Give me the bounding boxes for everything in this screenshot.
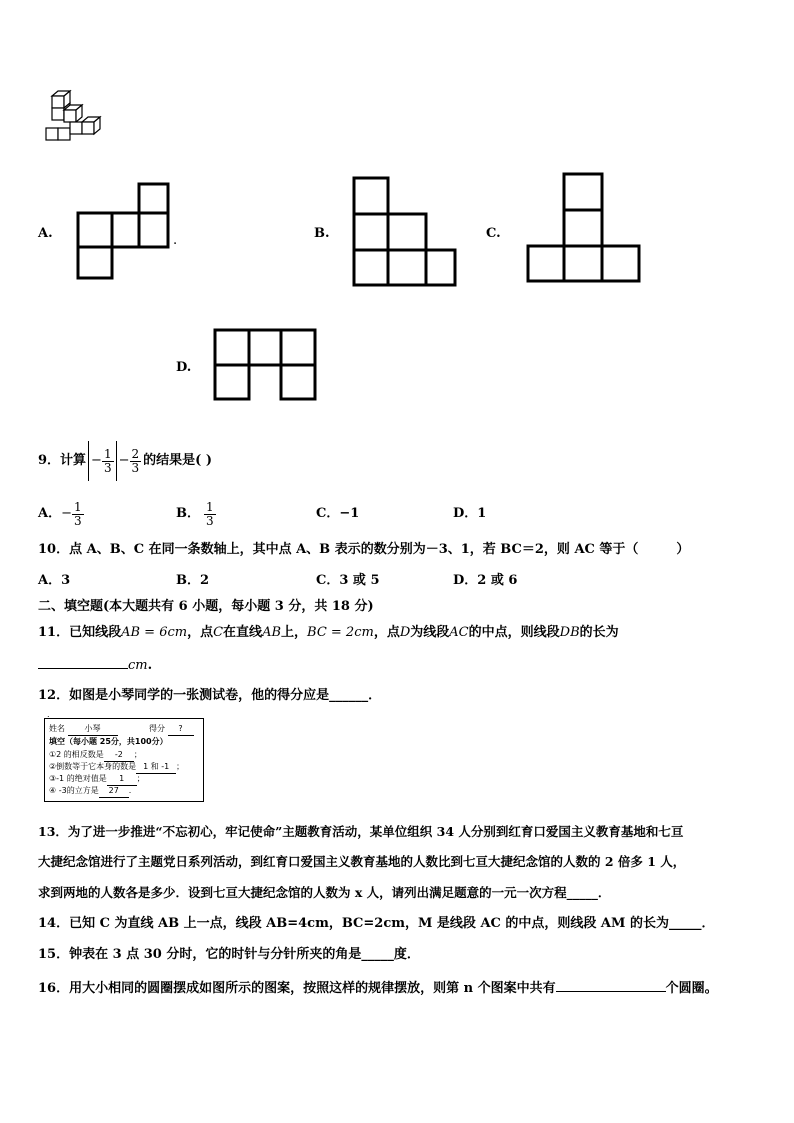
cube-stack-figure: [44, 88, 110, 146]
q10-stem: [38, 541, 689, 559]
quiz-card-name-value: 小琴: [68, 723, 118, 736]
q9-stem-suffix: 的结果是( ): [143, 453, 212, 468]
quiz-item-1-text: ①2 的相反数是: [49, 750, 104, 759]
q9-option-a-frac: [72, 501, 84, 528]
q11-stem: [38, 624, 619, 642]
q10-stem-text: 10．点 A、B、C 在同一条数轴上，其中点 A、B 表示的数分别为－3、1，若 BC＝2，则 AC 等于（: [38, 542, 639, 557]
q9-option-a-den: 3: [74, 513, 82, 528]
q10-option-b-label: B．: [176, 573, 200, 588]
q13-line-1: 13．为了进一步推进“不忘初心，牢记使命”主题教育活动，某单位组织 34 人分别到红育口爱国主义教育基地和七亘: [38, 824, 684, 839]
q8-option-a-figure[interactable]: [76, 182, 172, 280]
q16-text-pre: 16．用大小相同的圆圈摆成如图所示的图案，按照这样的规律摆放，则第 n 个图案中共有: [38, 981, 556, 996]
q11-text-7: 的中点，则线段: [468, 625, 560, 640]
q11-text-4: 上，: [281, 625, 308, 640]
quiz-item-2-end: ；: [176, 762, 185, 771]
q11-math-c: C: [213, 625, 224, 640]
q11-answer-line: [38, 654, 152, 675]
quiz-card-item-4: [49, 785, 131, 798]
q9-frac2-den: 3: [131, 460, 140, 475]
quiz-item-3-text: ③-1 的绝对值是: [49, 774, 107, 783]
q11-math-bc: BC = 2cm: [307, 625, 374, 640]
q11-text-5: ，点: [373, 625, 400, 640]
q8-option-d-label[interactable]: D.: [176, 360, 192, 375]
q9-frac1-den: 3: [103, 460, 112, 475]
quiz-card-score-label: 得分: [149, 724, 165, 733]
q9-option-a-neg: −: [61, 506, 72, 521]
q8-option-d-figure[interactable]: [213, 328, 319, 402]
q9-stem-prefix: 9．计算: [38, 453, 87, 468]
q11-text-2: ，点: [187, 625, 214, 640]
q16-stem: [38, 977, 718, 998]
q16-text-post: 个圆圈。: [665, 981, 718, 996]
q9-option-a-label: A．: [38, 506, 62, 521]
q8-option-c-label[interactable]: C.: [486, 226, 501, 241]
q10-option-a-value: 3: [61, 573, 71, 588]
q16-answer-blank[interactable]: [556, 977, 666, 992]
abs-bar-right: [116, 441, 117, 481]
quiz-item-3-end: ；: [136, 774, 145, 783]
abs-bar-left: [88, 441, 89, 481]
q9-frac1: [102, 448, 114, 475]
quiz-card-score-value: ?: [168, 723, 194, 736]
q9-frac2-num: 2: [131, 446, 140, 461]
q10-option-a[interactable]: [38, 572, 70, 590]
q9-option-b-den: 3: [206, 513, 214, 528]
q9-option-b-num: 1: [206, 499, 214, 514]
quiz-item-4-answer: 27: [99, 785, 129, 798]
q11-math-ab2: AB: [262, 625, 282, 640]
q9-option-d-label: D．: [453, 506, 478, 521]
q9-option-c-label: C．: [316, 506, 340, 521]
q10-option-b-value: 2: [200, 573, 210, 588]
q8-option-b-label[interactable]: B.: [314, 226, 330, 241]
q9-frac2: [130, 448, 142, 475]
q11-text-6: 为线段: [410, 625, 450, 640]
q11-math-db: DB: [559, 625, 580, 640]
q9-option-d[interactable]: [453, 505, 486, 523]
q9-minus-2: −: [118, 453, 130, 468]
quiz-card-score-row: [149, 723, 194, 736]
q10-option-b[interactable]: [176, 572, 209, 590]
q11-text-1: 11．已知线段: [38, 625, 122, 640]
quiz-card-name-label: 姓名: [49, 724, 65, 733]
q10-stem-end: ）: [676, 542, 690, 557]
q8-option-a-dot: .: [173, 233, 178, 248]
q9-option-b-frac: [204, 501, 216, 528]
q11-answer-blank[interactable]: [38, 654, 128, 669]
quiz-card-dot: .: [47, 710, 50, 719]
q10-option-c[interactable]: [316, 572, 380, 590]
quiz-item-3-answer: 1: [107, 773, 137, 786]
q11-unit: cm: [128, 658, 148, 673]
q8-option-c-figure[interactable]: [526, 172, 642, 284]
q11-math-ac: AC: [449, 625, 469, 640]
section-2-title: 二、填空题(本大题共有 6 小题，每小题 3 分，共 18 分): [38, 599, 374, 614]
q11-math-d: D: [399, 625, 411, 640]
quiz-item-4-end: .: [128, 786, 132, 795]
q11-text-8: 的长为: [579, 625, 619, 640]
q8-option-a-label[interactable]: A.: [38, 226, 53, 241]
q11-end: .: [147, 658, 153, 673]
q10-option-d-value: 2 或 6: [477, 573, 518, 588]
quiz-item-1-end: ；: [133, 750, 142, 759]
q13-line-3: 求到两地的人数各是多少．设到七亘大捷纪念馆的人数为 x 人，请列出满足题意的一元一次方程_____．: [38, 885, 611, 900]
q10-option-c-value: 3 或 5: [339, 573, 380, 588]
q9-stem: [38, 440, 212, 482]
q9-option-c[interactable]: [316, 505, 359, 523]
quiz-item-2-answer: 1 和 -1: [136, 761, 176, 774]
q9-frac1-num: 1: [103, 446, 112, 461]
q9-option-a-num: 1: [74, 499, 82, 514]
q11-text-3: 在直线: [223, 625, 263, 640]
q11-math-ab: AB = 6cm: [121, 625, 188, 640]
q8-option-b-figure[interactable]: [352, 176, 458, 288]
q10-option-d-label: D．: [453, 573, 478, 588]
q9-option-d-value: 1: [477, 506, 487, 521]
q9-option-b-label: B．: [176, 506, 200, 521]
quiz-item-4-text: ④ -3的立方是: [49, 786, 99, 795]
q9-option-a[interactable]: [38, 494, 84, 534]
q12-stem: 12．如图是小琴同学的一张测试卷，他的得分应是______．: [38, 688, 382, 703]
quiz-item-2-text: ②倒数等于它本身的数是: [49, 762, 137, 771]
q10-option-a-label: A．: [38, 573, 62, 588]
q9-option-c-value: −1: [339, 506, 360, 521]
q15-stem: 15．钟表在 3 点 30 分时，它的时针与分针所夹的角是_____度．: [38, 947, 420, 962]
quiz-item-1-answer: -2: [104, 749, 134, 762]
q9-minus-1: −: [91, 453, 102, 468]
q10-option-d[interactable]: [453, 572, 517, 590]
quiz-card: [44, 710, 204, 802]
q10-option-c-label: C．: [316, 573, 340, 588]
quiz-card-header: 填空（每小题 25分，共100分）: [49, 737, 168, 746]
q13-line-2: 大捷纪念馆进行了主题党日系列活动，到红育口爱国主义教育基地的人数比到七亘大捷纪念馆的人数的 2 倍多 1 人，: [38, 854, 686, 869]
q14-stem: 14．已知 C 为直线 AB 上一点，线段 AB=4cm，BC=2cm，M 是线段 AC 的中点，则线段 AM 的长为_____．: [38, 916, 715, 931]
q9-option-b[interactable]: [176, 494, 216, 534]
quiz-card-name-row: [49, 723, 118, 736]
